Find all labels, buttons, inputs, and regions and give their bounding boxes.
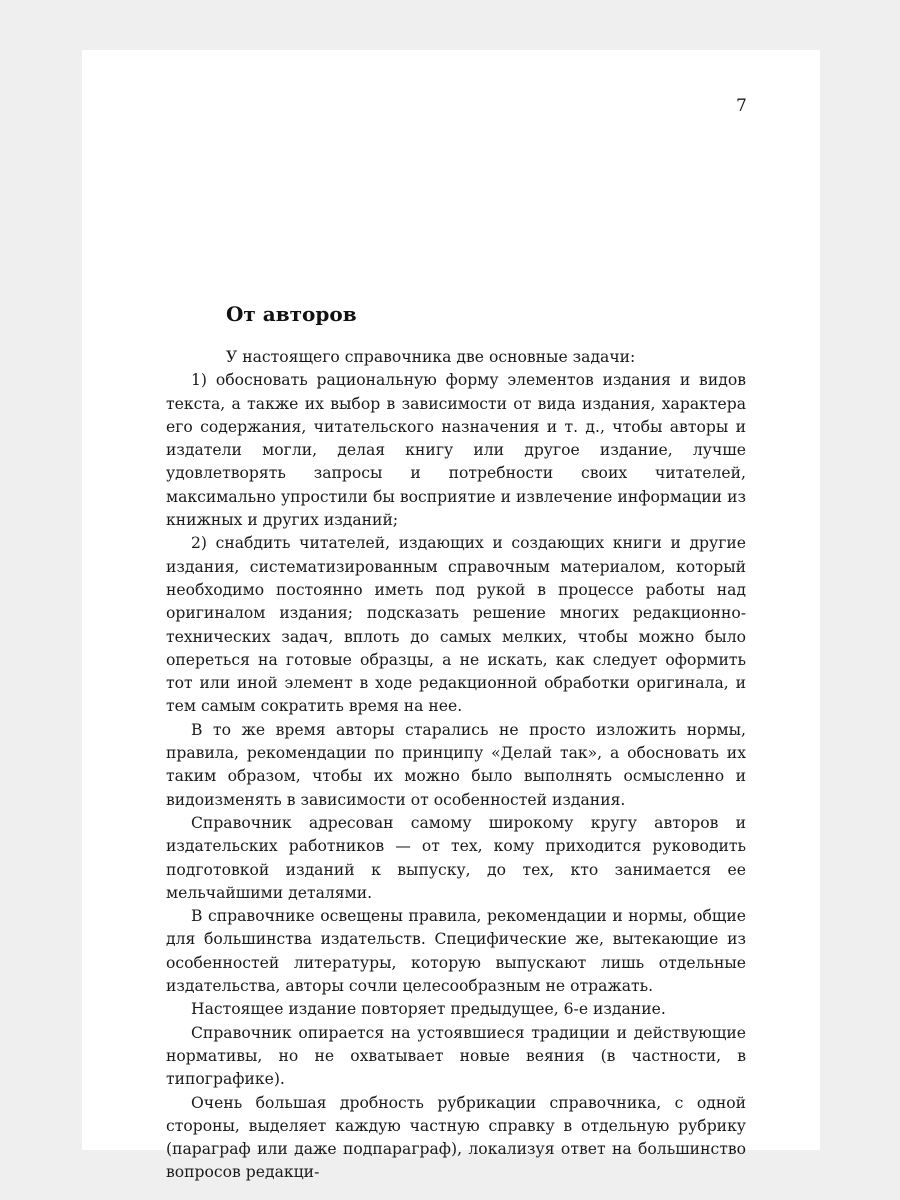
- paragraph-intro: У настоящего справочника две основные задачи:: [226, 348, 636, 366]
- paragraph-edition: Настоящее издание повторяет предыдущее, 6-е издание.: [191, 1000, 666, 1019]
- paragraph-traditions: Справочник опирается на устоявшиеся традиции и действующие нормативы, но не охватывает новые веяния (в частности, в типографике).: [166, 1023, 746, 1089]
- document-page: [82, 50, 820, 1182]
- paragraph-rubrication: Очень большая дробность рубрикации справочника, с одной стороны, выделяет каждую частную справку в отдельную рубрику (параграф или даже подпараграф), локализуя ответ на большинство вопросов редакци-: [166, 1093, 746, 1182]
- page-number: 7: [736, 96, 747, 116]
- paragraph-approach: В то же время авторы старались не просто изложить нормы, правила, рекомендации по принципу «Делай так», а обосновать их таким образом, чтобы их можно было выполнять осмысленно и видоизменять в зависимости от особенностей издания.: [166, 720, 746, 809]
- paragraph-scope: В справочнике освещены правила, рекомендации и нормы, общие для большинства издательств. Специфические же, вытекающие из особенностей литературы, которую выпускают лишь отдельные издательства, авторы сочли целесообразным не отражать.: [166, 907, 746, 996]
- section-title: От авторов: [226, 302, 357, 326]
- paragraph-task-2: 2) снабдить читателей, издающих и создающих книги и другие издания, систематизированным справочным материалом, который необходимо постоянно иметь под рукой в процессе работы над оригиналом издания; подсказать решение многих редакционно-технических задач, вплоть до самых мелких, чтобы можно было опереться на готовые образцы, а не искать, как следует оформить тот или иной элемент в ходе редакционной обработки оригинала, и тем самым сократить время на нее.: [166, 534, 746, 716]
- paragraph-task-1: 1) обосновать рациональную форму элементов издания и видов текста, а также их выбор в зависимости от вида издания, характера его содержания, читательского назначения и т. д., чтобы авторы и издатели могли, делая книгу или другое издание, лучше удовлетворять запросы и потребности своих читателей, максимально упростили бы восприятие и извлечение информации из книжных и других изданий;: [166, 371, 746, 530]
- body-text: [166, 346, 746, 1185]
- paragraph-audience: Справочник адресован самому широкому кругу авторов и издательских работников — от тех, кому приходится руководить подготовкой изданий к выпуску, до тех, кто занимается ее мельчайшими деталями.: [166, 813, 746, 902]
